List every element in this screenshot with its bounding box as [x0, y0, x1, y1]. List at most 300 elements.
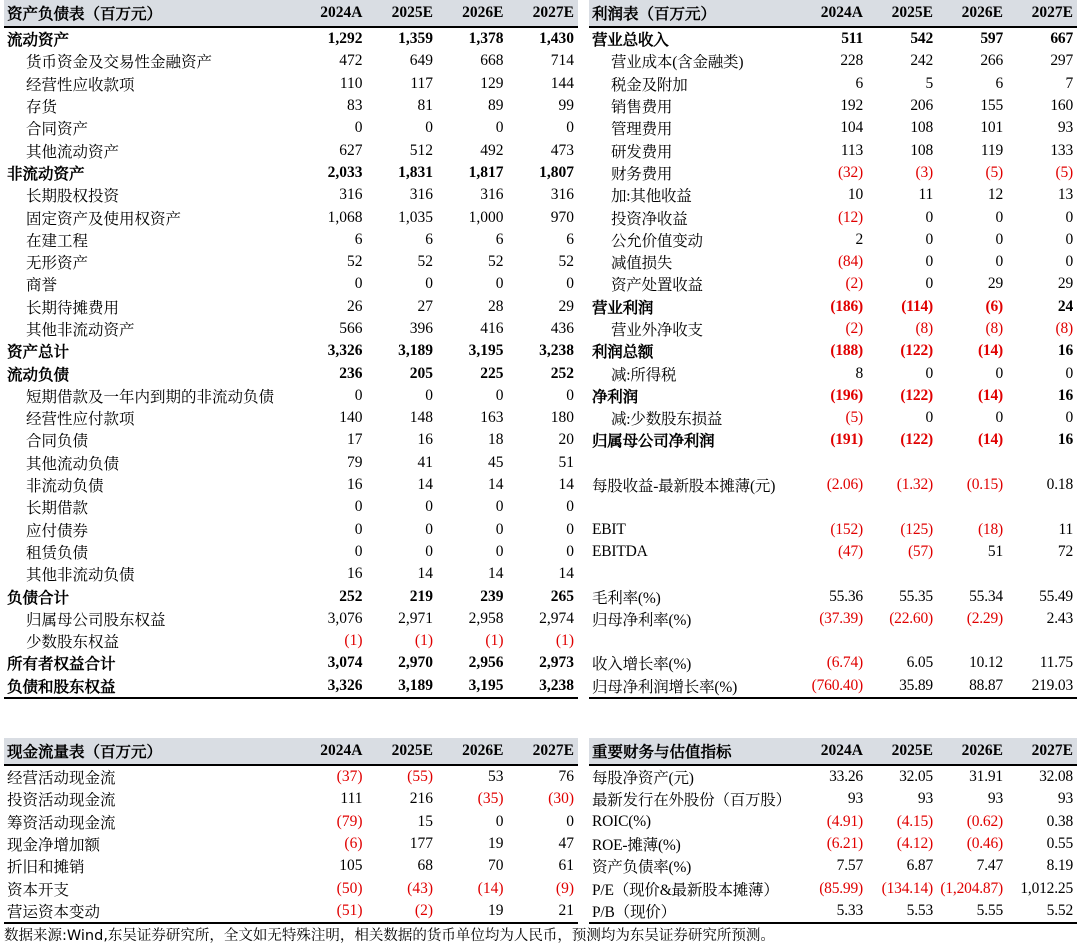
value-cell: 668 [480, 52, 504, 70]
value-cell: 140 [339, 409, 363, 427]
value-cell: 6 [425, 230, 433, 248]
value-cell: (37) [336, 768, 363, 786]
value-cell: 29 [1057, 275, 1073, 293]
table-row [4, 117, 578, 139]
table-row [4, 877, 578, 899]
value-cell: 72 [1057, 542, 1073, 560]
table-row [589, 206, 1077, 228]
spacer-row [589, 452, 1077, 474]
key-metrics-table [589, 738, 1077, 924]
table-title: 资产负债表（百万元） [4, 0, 296, 27]
row-label: 减:少数股东损益 [611, 411, 723, 429]
value-cell: 117 [410, 74, 433, 92]
value-cell: 3,195 [468, 342, 504, 360]
year-header: 2024A [296, 738, 367, 765]
value-cell: 32.08 [1039, 768, 1073, 786]
value-cell: 492 [480, 141, 504, 159]
row-label: 减值损失 [611, 255, 673, 273]
value-cell: 1,817 [468, 163, 504, 181]
row-label: 长期借款 [26, 500, 89, 518]
value-cell: 110 [339, 74, 363, 92]
row-label: 合同负债 [26, 433, 89, 451]
table-row [4, 563, 578, 585]
value-cell: (9) [555, 879, 574, 897]
value-cell: 0 [566, 386, 574, 404]
table-row [589, 273, 1077, 295]
table-row [4, 630, 578, 652]
table-row [4, 474, 578, 496]
table-title: 利润表（百万元） [589, 0, 797, 27]
cash-flow-panel [4, 738, 578, 924]
value-cell: 105 [339, 857, 363, 875]
table-row [4, 855, 578, 877]
table-row [589, 877, 1077, 899]
row-label: 归母净利润增长率(%) [589, 675, 797, 698]
value-cell: (47) [837, 542, 863, 560]
value-cell: (114) [901, 297, 933, 315]
value-cell: 8.19 [1046, 857, 1073, 875]
table-header-row [589, 0, 1077, 27]
value-cell: 0 [566, 520, 574, 538]
spacer-row [589, 630, 1077, 652]
value-cell: (2.06) [826, 476, 863, 494]
value-cell: 7.47 [976, 857, 1003, 875]
value-cell: 0 [995, 409, 1003, 427]
value-cell: 714 [550, 52, 574, 70]
row-label: P/B（现价） [589, 900, 797, 923]
table-row [4, 585, 578, 607]
year-header: 2024A [296, 0, 367, 27]
table-row [589, 340, 1077, 362]
value-cell: (6.74) [826, 654, 863, 672]
value-cell: 119 [980, 141, 1003, 159]
table-row [589, 429, 1077, 451]
value-cell: 111 [340, 790, 363, 808]
value-cell: 8 [855, 364, 863, 382]
value-cell: (5) [845, 409, 863, 427]
year-header: 2025E [367, 0, 438, 27]
value-cell: 6 [495, 230, 504, 248]
value-cell: 13 [1057, 186, 1073, 204]
value-cell: 0 [495, 812, 504, 830]
value-cell: 316 [550, 186, 574, 204]
value-cell: 1,292 [327, 30, 363, 48]
value-cell: 68 [417, 857, 433, 875]
value-cell: 2,971 [398, 609, 433, 627]
value-cell: (0.46) [966, 835, 1003, 853]
spacer-cell [589, 452, 1077, 474]
value-cell: 0 [425, 542, 433, 560]
value-cell: 155 [980, 97, 1003, 115]
value-cell: 55.49 [1039, 587, 1073, 605]
value-cell: 3,326 [296, 675, 367, 698]
value-cell: 627 [339, 141, 363, 159]
value-cell: (122) [900, 342, 933, 360]
value-cell: 5.52 [1007, 900, 1077, 923]
row-label: 资本开支 [7, 881, 70, 899]
table-row [4, 206, 578, 228]
value-cell: 0 [354, 275, 363, 293]
table-row [4, 73, 578, 95]
table-title: 重要财务与估值指标 [589, 738, 797, 765]
value-cell: 16 [1057, 386, 1073, 404]
row-label: ROE-摊薄(%) [592, 837, 681, 855]
value-cell: 26 [347, 297, 363, 315]
value-cell: (152) [830, 520, 863, 538]
value-cell: (2) [367, 900, 438, 923]
row-label: 资产处置收益 [611, 277, 703, 295]
value-cell: (14) [977, 386, 1003, 404]
value-cell: 21 [508, 900, 579, 923]
table-row [589, 407, 1077, 429]
value-cell: 93 [987, 790, 1003, 808]
table-row [4, 765, 578, 788]
value-cell: 19 [437, 900, 508, 923]
value-cell: 3,195 [437, 675, 508, 698]
row-label: 公允价值变动 [611, 232, 703, 250]
value-cell: (12) [837, 208, 863, 226]
table-row [4, 452, 578, 474]
value-cell: 205 [409, 364, 433, 382]
value-cell: 101 [980, 119, 1003, 137]
value-cell: (122) [900, 431, 933, 449]
value-cell: 3,326 [327, 342, 363, 360]
value-cell: 2.43 [1046, 609, 1073, 627]
row-label: 非流动资产 [7, 165, 85, 183]
value-cell: 15 [417, 812, 433, 830]
value-cell: 0 [1065, 230, 1073, 248]
value-cell: 51 [558, 453, 574, 471]
table-row [4, 429, 578, 451]
value-cell: (30) [548, 790, 574, 808]
table-row [4, 139, 578, 161]
value-cell: (186) [830, 297, 863, 315]
table-row [589, 139, 1077, 161]
row-label: 租赁负债 [26, 544, 89, 562]
value-cell: 160 [1050, 97, 1073, 115]
value-cell: 192 [840, 97, 863, 115]
cash-flow-table [4, 738, 578, 924]
value-cell: (191) [830, 431, 863, 449]
value-cell: 0 [566, 275, 574, 293]
value-cell: 163 [480, 409, 504, 427]
value-cell: 1,068 [327, 208, 363, 226]
value-cell: 52 [417, 253, 433, 271]
value-cell: 81 [417, 97, 433, 115]
value-cell: 265 [550, 587, 574, 605]
year-header: 2026E [937, 0, 1007, 27]
row-label: 非流动负债 [26, 478, 104, 496]
value-cell: 10 [847, 186, 863, 204]
value-cell: 0 [1065, 208, 1073, 226]
value-cell: 316 [480, 186, 504, 204]
year-header: 2024A [797, 738, 867, 765]
table-row [4, 318, 578, 340]
value-cell: (0.62) [966, 812, 1003, 830]
value-cell: 396 [409, 320, 433, 337]
value-cell: 0 [925, 253, 933, 271]
row-label: 流动资产 [7, 32, 70, 50]
value-cell: 53 [488, 768, 504, 786]
value-cell: 0 [495, 386, 504, 404]
value-cell: 0 [1065, 253, 1073, 271]
value-cell: 7 [1065, 74, 1073, 92]
table-row [589, 519, 1077, 541]
spacer-cell [589, 496, 1077, 518]
year-header: 2026E [437, 738, 508, 765]
table-row [4, 27, 578, 50]
value-cell: (57) [907, 542, 933, 560]
value-cell: 3,189 [367, 675, 438, 698]
value-cell: (2) [845, 275, 863, 293]
value-cell: (37.39) [819, 609, 863, 627]
table-header-row [4, 0, 578, 27]
value-cell: 108 [910, 119, 933, 137]
year-header: 2025E [367, 738, 438, 765]
value-cell: (22.60) [889, 609, 933, 627]
row-label: 筹资活动现金流 [7, 814, 116, 832]
row-label: 营业成本(含金融类) [611, 54, 744, 72]
value-cell: 16 [347, 565, 363, 583]
value-cell: 5.53 [867, 900, 937, 923]
table-row [589, 95, 1077, 117]
value-cell: (5) [1055, 163, 1073, 181]
value-cell: 177 [409, 835, 433, 853]
value-cell: (84) [837, 253, 863, 271]
value-cell: (85.99) [819, 879, 863, 897]
value-cell: 5 [925, 74, 933, 92]
value-cell: 416 [480, 320, 504, 337]
value-cell: 0 [995, 364, 1003, 382]
value-cell: (1.32) [896, 476, 933, 494]
value-cell: 14 [417, 565, 433, 583]
value-cell: 6 [566, 230, 574, 248]
table-row [4, 811, 578, 833]
row-label: 销售费用 [611, 99, 673, 117]
value-cell: 1,359 [398, 30, 433, 48]
table-row [589, 900, 1077, 923]
value-cell: (134.14) [881, 879, 933, 897]
value-cell: 16 [1057, 342, 1073, 360]
value-cell: 6 [855, 74, 863, 92]
table-row [589, 50, 1077, 72]
value-cell: 3,189 [398, 342, 433, 360]
row-label: 短期借款及一年内到期的非流动负债 [26, 388, 275, 406]
value-cell: 252 [550, 364, 574, 382]
row-label: 资产负债率(%) [592, 859, 692, 877]
row-label: 管理费用 [611, 121, 673, 139]
value-cell: (5) [985, 163, 1003, 181]
value-cell: 0 [495, 542, 504, 560]
table-row [4, 385, 578, 407]
value-cell: 252 [339, 587, 363, 605]
value-cell: 542 [910, 30, 933, 48]
value-cell: (32) [837, 163, 863, 181]
year-header: 2027E [508, 0, 579, 27]
value-cell: 88.87 [937, 675, 1007, 698]
value-cell: 148 [409, 409, 433, 427]
balance-sheet-panel [4, 0, 578, 699]
value-cell: (1,204.87) [940, 879, 1003, 897]
table-row [589, 788, 1077, 810]
value-cell: (0.15) [966, 476, 1003, 494]
value-cell: 0.18 [1046, 476, 1073, 494]
value-cell: (51) [296, 900, 367, 923]
value-cell: (8) [915, 320, 933, 337]
table-row [4, 50, 578, 72]
row-label: 财务费用 [611, 165, 673, 183]
value-cell: 6.87 [906, 857, 933, 875]
value-cell: (6) [344, 835, 363, 853]
value-cell: 0 [1065, 409, 1073, 427]
value-cell: 6.05 [906, 654, 933, 672]
table-row [4, 652, 578, 674]
value-cell: 0 [425, 119, 433, 137]
row-label: 营业总收入 [592, 32, 669, 50]
table-row [589, 229, 1077, 251]
table-row [4, 95, 578, 117]
value-cell: 2,956 [468, 654, 504, 672]
value-cell: 667 [1050, 30, 1073, 48]
table-row [4, 900, 578, 923]
value-cell: 28 [488, 297, 504, 315]
spacer-cell [589, 630, 1077, 652]
year-header: 2026E [937, 738, 1007, 765]
value-cell: 1,012.25 [1020, 879, 1073, 897]
table-row [4, 162, 578, 184]
value-cell: 129 [480, 74, 504, 92]
value-cell: 316 [409, 186, 433, 204]
value-cell: 0 [566, 498, 574, 516]
row-label: 现金净增加额 [7, 837, 101, 855]
value-cell: 144 [550, 74, 574, 92]
value-cell: (122) [900, 386, 933, 404]
value-cell: 0 [925, 364, 933, 382]
value-cell: (8) [1055, 320, 1073, 337]
value-cell: 2,033 [327, 163, 363, 181]
value-cell: 0 [425, 275, 433, 293]
table-row [589, 811, 1077, 833]
value-cell: 99 [558, 97, 574, 115]
spacer-row [589, 563, 1077, 585]
value-cell: 11 [1058, 520, 1073, 538]
row-label: 每股收益-最新股本摊薄(元) [592, 478, 776, 496]
value-cell: (18) [977, 520, 1003, 538]
row-label: 净利润 [592, 388, 638, 406]
value-cell: 76 [558, 768, 574, 786]
value-cell: 14 [488, 476, 504, 494]
value-cell: 55.35 [899, 587, 933, 605]
value-cell: 45 [488, 453, 504, 471]
table-row [589, 833, 1077, 855]
value-cell: 3,074 [327, 654, 363, 672]
value-cell: (8) [985, 320, 1003, 337]
row-label: 最新发行在外股份（百万股） [592, 792, 791, 810]
value-cell: (50) [336, 879, 363, 897]
row-label: 毛利率(%) [592, 589, 661, 607]
row-label: 税金及附加 [611, 76, 688, 94]
row-label: 应付债券 [26, 522, 89, 540]
table-row [4, 788, 578, 810]
row-label: 所有者权益合计 [7, 656, 116, 674]
table-row [589, 652, 1077, 674]
value-cell: 0 [425, 498, 433, 516]
value-cell: 108 [910, 141, 933, 159]
key-metrics-panel [589, 738, 1077, 924]
value-cell: 51 [987, 542, 1003, 560]
value-cell: 1,831 [398, 163, 433, 181]
value-cell: 93 [917, 790, 933, 808]
value-cell: (1) [344, 632, 363, 650]
table-title: 现金流量表（百万元） [4, 738, 296, 765]
table-header-row [4, 738, 578, 765]
value-cell: 0 [995, 253, 1003, 271]
value-cell: 5.55 [937, 900, 1007, 923]
value-cell: 970 [550, 208, 574, 226]
value-cell: 266 [980, 52, 1003, 70]
row-label: 其他流动负债 [26, 455, 120, 473]
value-cell: 29 [558, 297, 574, 315]
year-header: 2027E [1007, 738, 1077, 765]
source-footnote: 数据来源:Wind,东吴证券研究所，全文如无特殊注明，相关数据的货币单位均为人民币，预测均为东吴证券研究所预测。 [4, 928, 775, 944]
table-row [4, 496, 578, 518]
value-cell: 0 [995, 230, 1003, 248]
value-cell: (79) [336, 812, 363, 830]
value-cell: (196) [830, 386, 863, 404]
row-label: 无形资产 [26, 255, 89, 273]
value-cell: 32.05 [899, 768, 933, 786]
value-cell: 0 [925, 230, 933, 248]
table-row [589, 296, 1077, 318]
row-label: 归属母公司股东权益 [26, 611, 166, 629]
value-cell: 52 [488, 253, 504, 271]
balance-sheet-table [4, 0, 578, 699]
row-label: 经营性应付款项 [26, 411, 135, 429]
year-header: 2027E [508, 738, 579, 765]
value-cell: 24 [1057, 297, 1073, 315]
table-row [4, 229, 578, 251]
table-row [589, 608, 1077, 630]
value-cell: (3) [915, 163, 933, 181]
value-cell: 1,807 [539, 163, 574, 181]
value-cell: 1,430 [539, 30, 574, 48]
row-label: 营运资本变动 [4, 900, 296, 923]
value-cell: 0 [925, 275, 933, 293]
value-cell: 11.75 [1039, 654, 1073, 672]
value-cell: 316 [339, 186, 363, 204]
value-cell: (4.12) [896, 835, 933, 853]
value-cell: 93 [1057, 790, 1073, 808]
value-cell: 2,970 [398, 654, 433, 672]
row-label: 营业利润 [592, 299, 654, 317]
table-row [4, 251, 578, 273]
value-cell: 566 [339, 320, 363, 337]
value-cell: 52 [347, 253, 363, 271]
row-label: 投资活动现金流 [7, 792, 116, 810]
year-header: 2027E [1007, 0, 1077, 27]
value-cell: 0 [354, 119, 363, 137]
value-cell: (4.15) [896, 812, 933, 830]
value-cell: 113 [840, 141, 863, 159]
row-label: 减:所得税 [611, 366, 677, 384]
value-cell: (14) [477, 879, 504, 897]
value-cell: 206 [910, 97, 933, 115]
value-cell: 2,958 [468, 609, 504, 627]
table-row [589, 855, 1077, 877]
row-label: 每股净资产(元) [592, 770, 694, 788]
value-cell: 33.26 [829, 768, 863, 786]
value-cell: 0 [566, 542, 574, 560]
